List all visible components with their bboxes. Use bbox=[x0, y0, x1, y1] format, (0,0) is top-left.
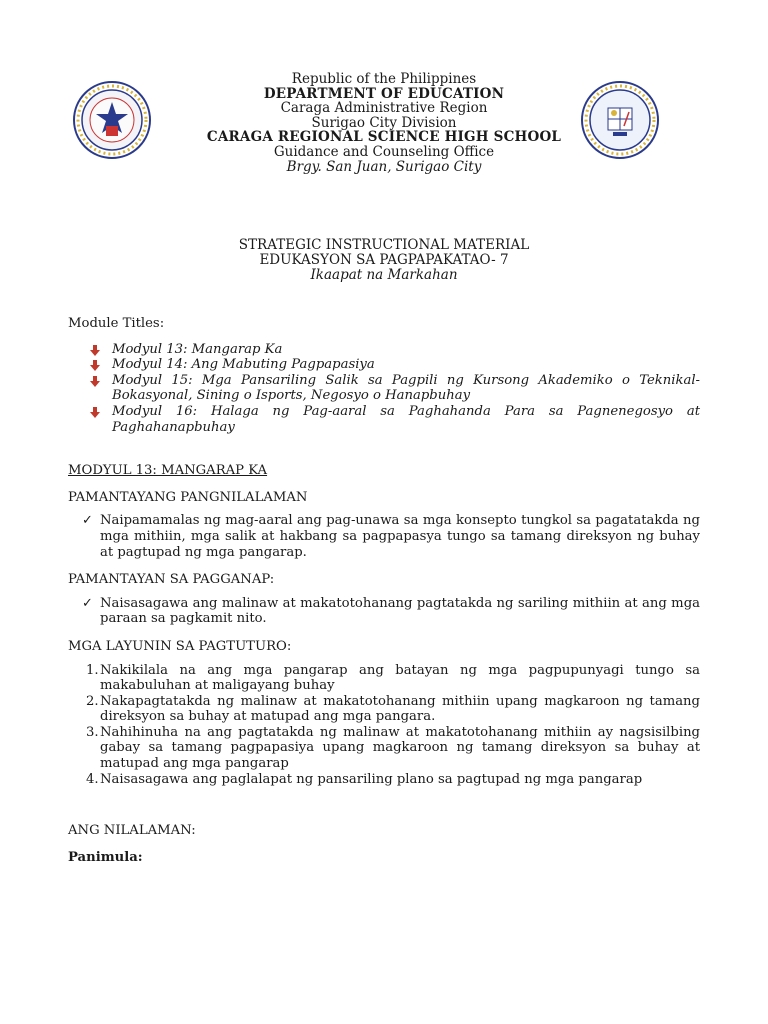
arrow-bullet-icon bbox=[90, 407, 100, 418]
check-list-item bbox=[68, 596, 700, 627]
goal-item bbox=[68, 694, 700, 725]
nilalaman-label: ANG NILALAMAN: bbox=[68, 823, 196, 839]
pamantayang-pangnilalaman-list bbox=[68, 513, 700, 560]
module-title-text: Modyul 14: Ang Mabuting Pagpapasiya bbox=[112, 357, 375, 373]
arrow-bullet-icon bbox=[90, 376, 100, 387]
check-item-text: Naipamamalas ng mag-aaral ang pag-unawa sa mga konsepto tungkol sa pagatatakda ng mga mithiin, mga salik at hakbang sa pagpapasya tungo sa tamang direksyon ng buhay at pagtupad ng mga pangarap. bbox=[100, 513, 700, 560]
module-titles-list bbox=[68, 342, 700, 436]
modyul-heading: MODYUL 13: MANGARAP KA bbox=[68, 463, 268, 479]
document-header bbox=[0, 72, 768, 174]
module-titles-label: Module Titles: bbox=[68, 316, 165, 331]
pamantayang-pangnilalaman-label: PAMANTAYANG PANGNILALAMAN bbox=[68, 489, 308, 505]
check-icon: ✓ bbox=[82, 513, 93, 529]
layunin-list bbox=[68, 663, 700, 788]
panimula-label: Panimula: bbox=[68, 849, 143, 865]
header-division: Surigao City Division bbox=[311, 114, 457, 131]
goal-item bbox=[68, 725, 700, 772]
arrow-bullet-icon bbox=[90, 345, 100, 356]
header-region: Caraga Administrative Region bbox=[280, 100, 488, 117]
layunin-label: MGA LAYUNIN SA PAGTUTURO: bbox=[68, 638, 292, 654]
header-department: DEPARTMENT OF EDUCATION bbox=[263, 85, 505, 102]
arrow-bullet-icon bbox=[90, 360, 100, 371]
goal-number: 2. bbox=[86, 693, 99, 709]
title-quarter: Ikaapat na Markahan bbox=[310, 267, 458, 283]
goal-text: Nahihinuha na ang pagtatakda ng malinaw at makatotohanang mithiin ay nagsisilbing gabay sa tamang pagpapasiya upang magkaroon ng tamang direksyon sa buhay at matupad ang mga pangarap bbox=[100, 724, 700, 772]
module-title-item bbox=[68, 342, 700, 358]
check-icon: ✓ bbox=[82, 595, 93, 611]
module-title-item bbox=[68, 373, 700, 404]
check-item-text: Naisasagawa ang malinaw at makatotohanang pagtatakda ng sariling mithiin at ang mga paraan sa pagkamit nito. bbox=[100, 595, 700, 627]
goal-item bbox=[68, 663, 700, 694]
check-list-item bbox=[68, 513, 700, 560]
title-block bbox=[0, 238, 768, 283]
pamantayan-sa-pagganap-label: PAMANTAYAN SA PAGGANAP: bbox=[68, 572, 275, 588]
header-republic: Republic of the Philippines bbox=[291, 71, 477, 87]
header-office: Guidance and Counseling Office bbox=[273, 143, 495, 160]
goal-number: 1. bbox=[86, 662, 99, 678]
module-title-text: Modyul 16: Halaga ng Pag-aaral sa Paghahanda Para sa Pagnenegosyo at Paghahanapbuhay bbox=[112, 403, 700, 435]
header-school: CARAGA REGIONAL SCIENCE HIGH SCHOOL bbox=[206, 129, 562, 146]
module-title-item bbox=[68, 357, 700, 373]
goal-item bbox=[68, 772, 700, 788]
goal-number: 3. bbox=[86, 724, 99, 740]
module-title-text: Modyul 13: Mangarap Ka bbox=[112, 341, 283, 357]
pamantayan-sa-pagganap-list bbox=[68, 596, 700, 627]
header-address: Brgy. San Juan, Surigao City bbox=[286, 158, 482, 175]
goal-text: Naisasagawa ang paglalapat ng pansariling plano sa pagtupad ng mga pangarap bbox=[100, 771, 643, 787]
title-line-2: EDUKASYON SA PAGPAPAKATAO- 7 bbox=[259, 252, 509, 268]
document-body bbox=[68, 316, 700, 865]
module-title-item bbox=[68, 404, 700, 435]
goal-text: Nakapagtatakda ng malinaw at makatotohanang mithiin upang magkaroon ng tamang direksyon sa buhay at matupad ang mga pangara. bbox=[100, 693, 700, 725]
goal-number: 4. bbox=[86, 771, 99, 787]
title-line-1: STRATEGIC INSTRUCTIONAL MATERIAL bbox=[238, 237, 530, 253]
module-title-text: Modyul 15: Mga Pansariling Salik sa Pagpili ng Kursong Akademiko o Teknikal-Bokasyonal, Sining o Isports, Negosyo o Hanapbuhay bbox=[112, 372, 700, 404]
goal-text: Nakikilala na ang mga pangarap ang batayan ng mga pagpupunyagi tungo sa makabuluhan at maligayang buhay bbox=[100, 662, 700, 694]
